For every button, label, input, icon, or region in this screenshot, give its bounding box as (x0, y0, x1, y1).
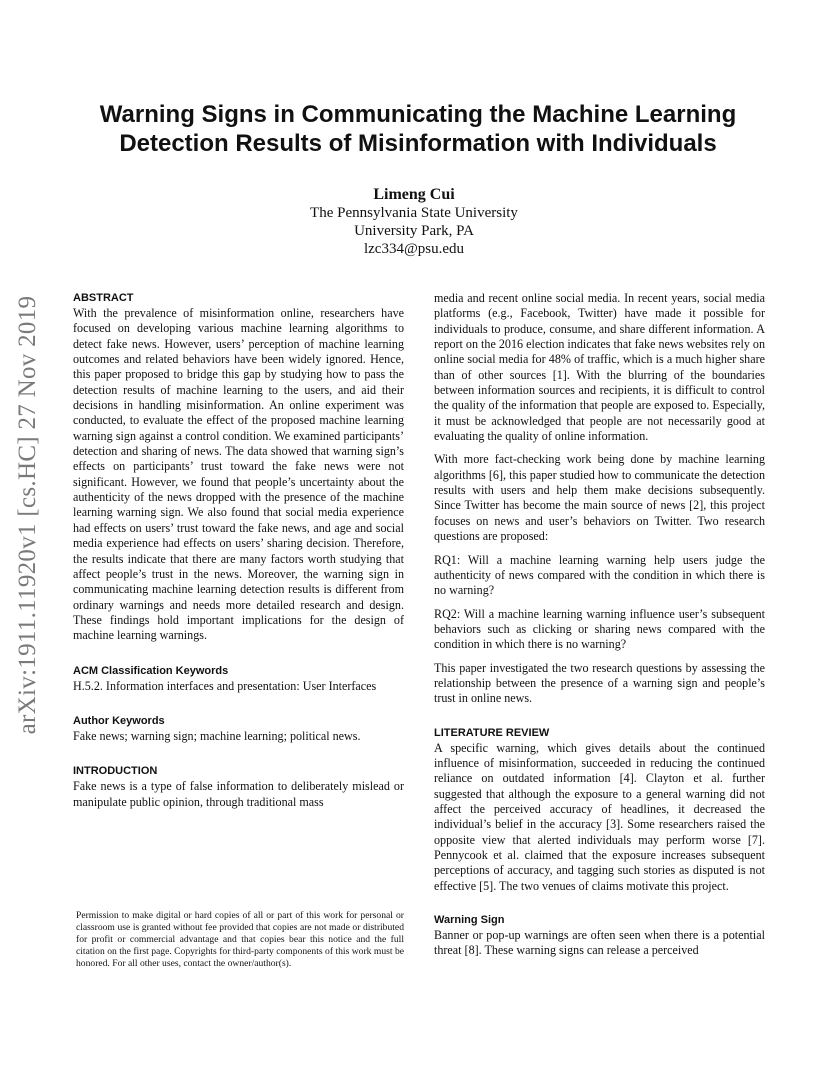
abstract-text: With the prevalence of misinformation online, researchers have focused on developing various machine learning algorithms to detect fake news. However, users’ perception of machine learning outcomes and related behaviors have been widely ignored. Hence, this paper proposed to bridge this gap by studying how to pass the detection results of machine learning to the users, and aid their decisions in handling misinformation. An online experiment was conducted, to evaluate the effect of the proposed machine learning warning sign against a control condition. We examined participants’ detection and sharing of news. The data showed that warning sign’s effects on participants’ trust toward the fake news were not significant. However, we found that people’s uncertainty about the authenticity of the news dropped with the presence of the machine learning warning sign. We also found that social media experience had effects on users’ trust toward the fake news, and age and social media experience had effects on users’ sharing decision. Therefore, the results indicate that there are many factors worth studying that affect people’s trust in the news. Moreover, the warning sign in communicating machine learning detection results is different from ordinary warnings and needs more detailed research and design. These findings hold important implications for the design of machine learning warnings. (73, 306, 404, 643)
author-name: Limeng Cui (373, 186, 455, 203)
author-affiliation: The Pennsylvania State University (310, 205, 518, 221)
literature-review-text: A specific warning, which gives details about the continued influence of misinformation, succeeded in reducing the continued reliance on outdated information [4]. Clayton et al. further suggested that although the exposure to a general warning did not affect the perceived accuracy of headlines, it decreased the individual’s belief in the accuracy [3]. Some researchers raised the opposite view that alerted individuals may perform worse [7]. Pennycook et al. claimed that the exposure increases subsequent perceptions of accuracy, and tagging such stories as disputed is not effective [5]. The two venues of claims motivate this project. (434, 740, 765, 893)
warning-sign-heading: Warning Sign (434, 914, 505, 927)
copyright-notice: Permission to make digital or hard copies of all or part of this work for personal or classroom use is granted without fee provided that copies are not made or distributed for profit or commercial advantage and that copies bear this notice and the full citation on the first page. Copyrights for third-party components of this work must be honored. For all other uses, contact the owner/author(s). (76, 910, 404, 970)
paper-title: Warning Signs in Communicating the Machine Learning Detection Results of Misinformation with Individuals (99, 101, 737, 157)
literature-review-heading: LITERATURE REVIEW (434, 726, 550, 739)
right-column (434, 291, 765, 959)
warning-sign-text: Banner or pop-up warnings are often seen when there is a potential threat [8]. These warning signs can release a perceived (434, 928, 765, 958)
arxiv-identifier: arXiv:1911.11920v1 [cs.HC] 27 Nov 2019 (14, 295, 41, 735)
keywords-heading: Author Keywords (73, 714, 165, 727)
left-column (73, 291, 404, 810)
introduction-paragraph-start: Fake news is a type of false information to deliberately mislead or manipulate public opinion, through traditional mass (73, 779, 404, 809)
author-location: University Park, PA (354, 223, 474, 239)
acm-text: H.5.2. Information interfaces and presentation: User Interfaces (73, 678, 377, 693)
acm-heading: ACM Classification Keywords (73, 664, 229, 677)
introduction-paragraph-2: With more fact-checking work being done by machine learning algorithms [6], this paper studied how to communicate the detection results with users and help them make decisions subsequently. Since Twitter has become the main source of news [2], this project focuses on news and user’s behaviors on Twitter. Two research questions are proposed: (434, 452, 765, 544)
introduction-heading: INTRODUCTION (73, 765, 158, 778)
author-email: lzc334@psu.edu (363, 241, 465, 257)
keywords-text: Fake news; warning sign; machine learning; political news. (73, 728, 361, 743)
introduction-paragraph-3: This paper investigated the two research questions by assessing the relationship between the presence of a warning sign and people’s trust in online news. (434, 660, 765, 706)
introduction-paragraph-continued: media and recent online social media. In recent years, social media platforms (e.g., Facebook, Twitter) have made it possible for individuals to produce, consume, and share different information. A report on the 2016 election indicates that fake news websites rely on online social media for 48% of traffic, which is a much higher share than of other sources [1]. With the blurring of the boundaries between information sources and recipients, it is difficult to control the quality of the information that people are exposed to. Especially, it must be acknowledged that people are not necessarily good at evaluating the quality of online information. (434, 291, 765, 444)
author-block (200, 186, 628, 258)
abstract-heading: ABSTRACT (73, 292, 134, 304)
research-question-1: RQ1: Will a machine learning warning help users judge the authenticity of news compared with the condition in which there is no warning? (434, 552, 765, 598)
research-question-2: RQ2: Will a machine learning warning influence user’s subsequent behaviors such as clicking or sharing news compared with the condition in which there is no warning? (434, 606, 765, 652)
